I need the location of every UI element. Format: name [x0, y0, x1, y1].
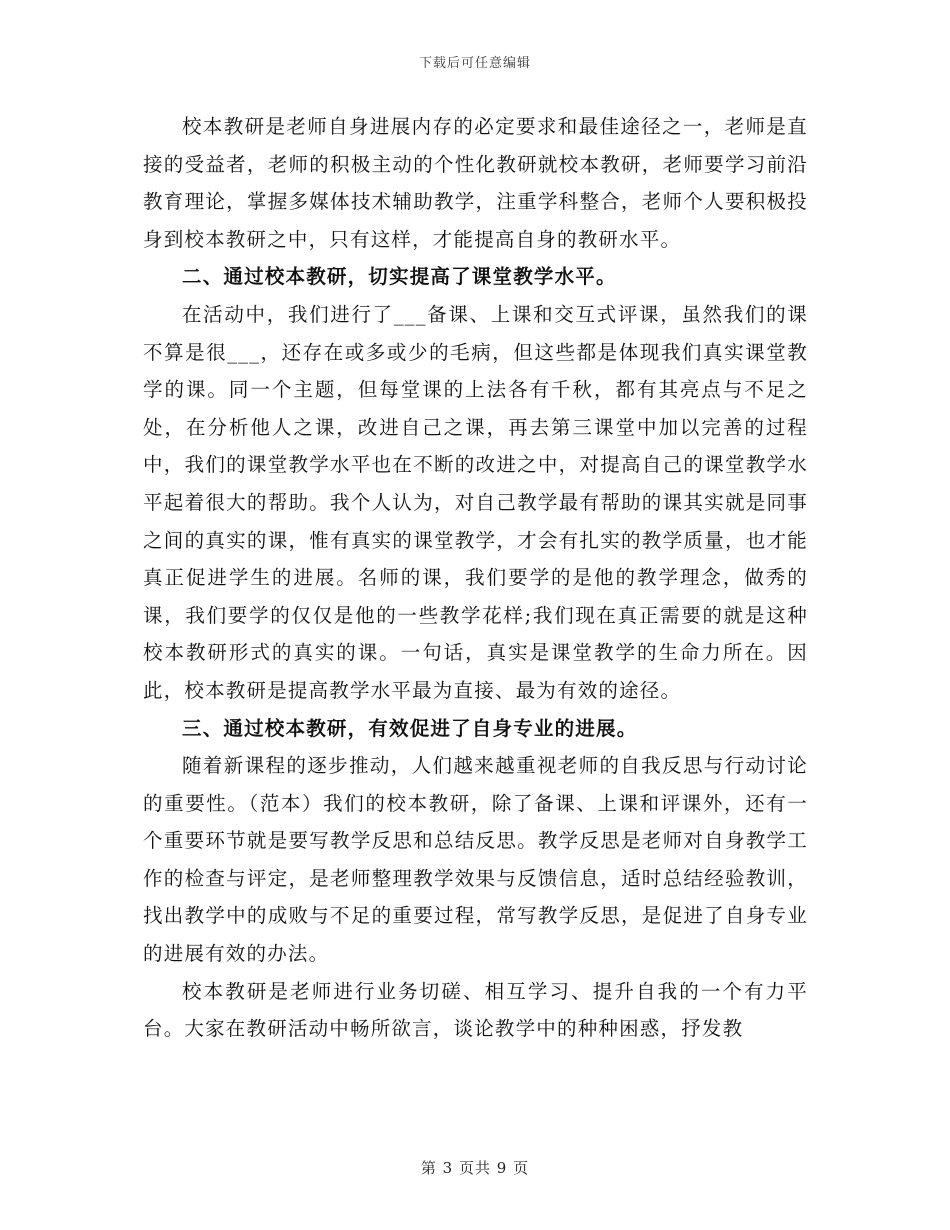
section-heading-3: 三、通过校本教研，有效促进了自身专业的进展。 — [182, 716, 638, 740]
document-body — [143, 108, 808, 1048]
paragraph-classroom-teaching: 在活动中，我们进行了___备课、上课和交互式评课，虽然我们的课不算是很___，还存在或多或少的毛病，但这些都是体现我们真实课堂教学的课。同一个主题，但每堂课的上法各有千秋，都有其亮点与不足之处，在分析他人之课，改进自己之课，再去第三课堂中加以完善的过程中，我们的课堂教学水平也在不断的改进之中，对提高自己的课堂教学水平起着很大的帮助。我个人认为，对自己教学最有帮助的课其实就是同事之间的真实的课，惟有真实的课堂教学，才会有扎实的教学质量，也才能真正促进学生的进展。名师的课，我们要学的是他的教学理念，做秀的课，我们要学的仅仅是他的一些教学花样;我们现在真正需要的就是这种校本教研形式的真实的课。一句话，真实是课堂教学的生命力所在。因此，校本教研是提高教学水平最为直接、最为有效的途径。 — [143, 302, 808, 702]
section-heading-2: 二、通过校本教研，切实提高了课堂教学水平。 — [182, 265, 617, 289]
page-footer: 第 3 页共 9 页 — [420, 1159, 530, 1177]
paragraph-teaching-reflection: 随着新课程的逐步推动，人们越来越重视老师的自我反思与行动讨论的重要性。（范本）我们的校本教研，除了备课、上课和评课外，还有一个重要环节就是要写教学反思和总结反思。教学反思是老师对自身教学工作的检查与评定，是老师整理教学效果与反馈信息，适时总结经验教训，找出教学中的成败与不足的重要过程，常写教学反思，是促进了自身专业的进展有效的办法。 — [143, 754, 808, 966]
paragraph-school-research-intro: 校本教研是老师自身进展内存的必定要求和最佳途径之一，老师是直接的受益者，老师的积极主动的个性化教研就校本教研，老师要学习前沿教育理论，掌握多媒体技术辅助教学，注重学科整合，老师个人要积极投身到校本教研之中，只有这样，才能提高自身的教研水平。 — [143, 115, 808, 251]
paragraph-platform: 校本教研是老师进行业务切磋、相互学习、提升自我的一个有力平台。大家在教研活动中畅所欲言，谈论教学中的种种困惑，抒发教 — [143, 979, 808, 1041]
page-header: 下载后可任意编辑 — [418, 56, 531, 71]
